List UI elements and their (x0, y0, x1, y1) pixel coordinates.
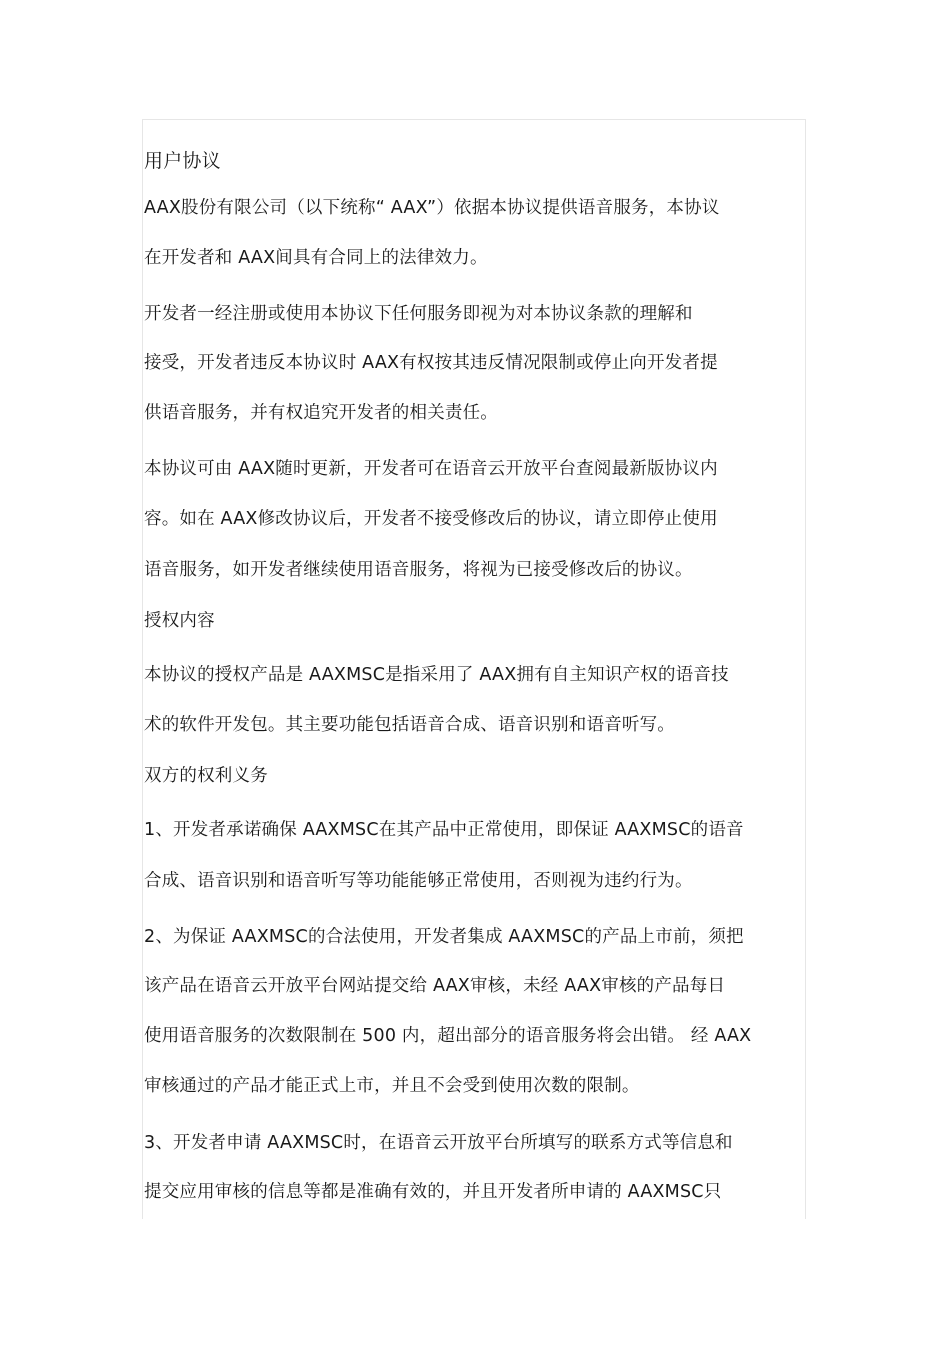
paragraph-line: 本协议可由 AAX随时更新，开发者可在语音云开放平台查阅最新版协议内 (144, 459, 718, 479)
paragraph-line: 术的软件开发包。其主要功能包括语音合成、语音识别和语音听写。 (144, 715, 675, 735)
paragraph-line: 本协议的授权产品是 AAXMSC是指采用了 AAX拥有自主知识产权的语音技 (144, 665, 729, 685)
paragraph-line: 容。如在 AAX修改协议后，开发者不接受修改后的协议，请立即停止使用 (144, 509, 718, 529)
paragraph-line: 合成、语音识别和语音听写等功能能够正常使用，否则视为违约行为。 (144, 871, 693, 891)
paragraph-line: 供语音服务，并有权追究开发者的相关责任。 (144, 403, 498, 423)
paragraph-line: 1、开发者承诺确保 AAXMSC在其产品中正常使用，即保证 AAXMSC的语音 (144, 820, 744, 840)
paragraph-line: 提交应用审核的信息等都是准确有效的，并且开发者所申请的 AAXMSC只 (144, 1182, 722, 1202)
paragraph-line: 在开发者和 AAX间具有合同上的法律效力。 (144, 248, 488, 268)
paragraph-line: 接受，开发者违反本协议时 AAX有权按其违反情况限制或停止向开发者提 (144, 353, 718, 373)
paragraph-line: 开发者一经注册或使用本协议下任何服务即视为对本协议条款的理解和 (144, 304, 693, 324)
paragraph-line: 该产品在语音云开放平台网站提交给 AAX审核，未经 AAX审核的产品每日 (144, 976, 726, 996)
paragraph-line: AAX股份有限公司（以下统称“ AAX”）依据本协议提供语音服务，本协议 (144, 198, 720, 218)
section-heading: 双方的权利义务 (144, 766, 268, 786)
section-heading: 授权内容 (144, 611, 215, 631)
paragraph-line: 2、为保证 AAXMSC的合法使用，开发者集成 AAXMSC的产品上市前，须把 (144, 927, 744, 947)
paragraph-line: 3、开发者申请 AAXMSC时，在语音云开放平台所填写的联系方式等信息和 (144, 1133, 733, 1153)
paragraph-line: 审核通过的产品才能正式上市，并且不会受到使用次数的限制。 (144, 1076, 640, 1096)
paragraph-line: 语音服务，如开发者继续使用语音服务，将视为已接受修改后的协议。 (144, 560, 693, 580)
document-title: 用户协议 (144, 150, 221, 172)
paragraph-line: 使用语音服务的次数限制在 500 内，超出部分的语音服务将会出错。 经 AAX (144, 1026, 752, 1046)
